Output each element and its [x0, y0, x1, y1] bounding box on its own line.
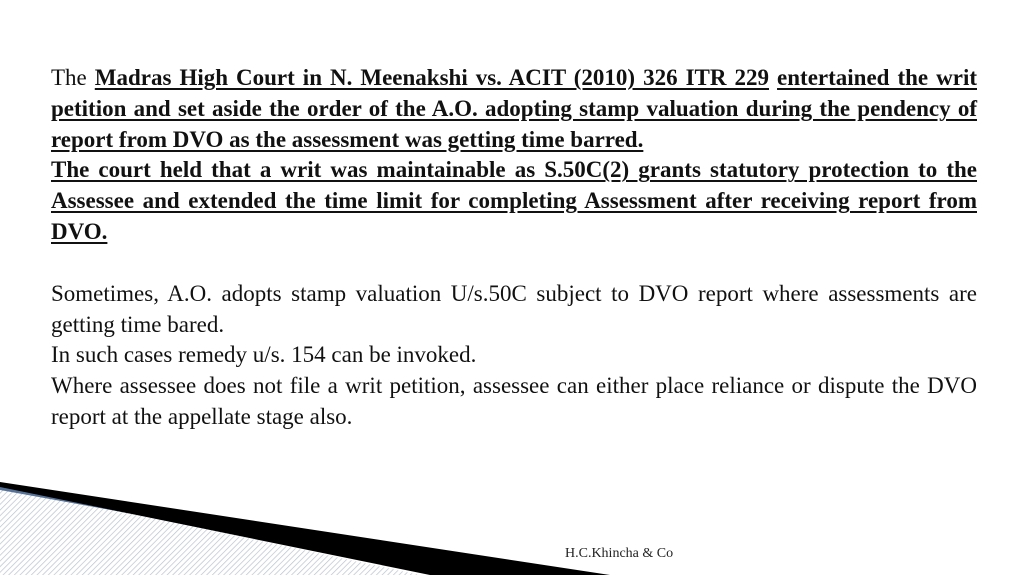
- paragraph-madras-high-court: [51, 63, 977, 155]
- para1-holding: entertained the writ petition and set aside the order of the A.O. adopting stamp valuation during the pendency of report from DVO as the assessment was getting time barred.: [51, 65, 977, 152]
- paragraph-appellate-stage: Where assessee does not file a writ petition, assessee can either place reliance or dispute the DVO report at the appellate stage also.: [51, 373, 977, 429]
- para1-lead: The: [51, 65, 95, 90]
- paragraph-spacer: [51, 248, 977, 279]
- case-reference: Madras High Court in N. Meenakshi vs. ACIT (2010) 326 ITR 229: [94, 65, 770, 90]
- paragraph-court-held: The court held that a writ was maintainable as S.50C(2) grants statutory protection to the Assessee and extended the time limit for completing Assessment after receiving report from DVO.: [51, 157, 977, 244]
- slide-body: [51, 63, 977, 433]
- paragraph-stamp-valuation: Sometimes, A.O. adopts stamp valuation U/s.50C subject to DVO report where assessments are getting time bared.: [51, 280, 977, 337]
- footer-firm-name: H.C.Khincha & Co: [565, 546, 674, 561]
- paragraph-remedy-154: In such cases remedy u/s. 154 can be invoked.: [51, 342, 477, 368]
